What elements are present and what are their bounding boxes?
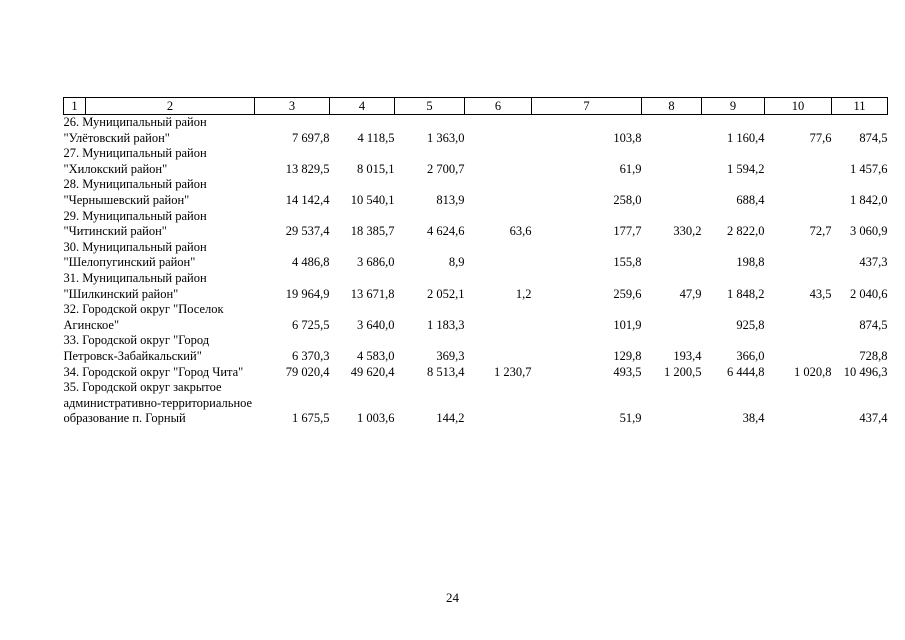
value-cell-col4: 10 540,1 bbox=[350, 192, 395, 207]
value-cell-col3: 13 829,5 bbox=[285, 161, 330, 176]
header-cell: 3 bbox=[255, 98, 330, 115]
value-cell-col6: 1 230,7 bbox=[494, 364, 532, 379]
table-row bbox=[64, 365, 888, 381]
column-number-header bbox=[64, 98, 888, 115]
value-cell-col7: 61,9 bbox=[619, 161, 642, 176]
value-cell-col4: 13 671,8 bbox=[350, 286, 395, 301]
value-cell-col5: 2 700,7 bbox=[427, 161, 465, 176]
municipality-name: 35. Городской округ закрытое административно-территориальное образование п. Горный bbox=[63, 380, 253, 426]
value-cell-col10 bbox=[765, 302, 832, 333]
value-cell-col11: 874,5 bbox=[859, 317, 888, 332]
value-cell-col11: 437,4 bbox=[859, 411, 888, 426]
value-cell-col11: 728,8 bbox=[859, 348, 888, 363]
value-cell-col8: 193,4 bbox=[673, 348, 702, 363]
value-cell-col9: 1 160,4 bbox=[727, 130, 765, 145]
value-cell-col10: 1 020,8 bbox=[794, 364, 832, 379]
value-cell-col6: 63,6 bbox=[509, 224, 532, 239]
value-cell-col4: 49 620,4 bbox=[350, 364, 395, 379]
table-row bbox=[64, 333, 888, 364]
value-cell-col10 bbox=[765, 333, 832, 364]
value-cell-col5: 8 513,4 bbox=[427, 364, 465, 379]
value-cell-col7: 51,9 bbox=[619, 411, 642, 426]
value-cell-col3: 19 964,9 bbox=[285, 286, 330, 301]
value-cell-col9: 925,8 bbox=[736, 317, 765, 332]
value-cell-col4: 3 640,0 bbox=[357, 317, 395, 332]
municipality-name: 34. Городской округ "Город Чита" bbox=[63, 364, 244, 379]
value-cell-col5: 8,9 bbox=[448, 255, 465, 270]
value-cell-col4: 4 118,5 bbox=[357, 130, 395, 145]
value-cell-col7: 177,7 bbox=[613, 224, 642, 239]
header-cell: 4 bbox=[330, 98, 395, 115]
value-cell-col6 bbox=[465, 115, 532, 147]
value-cell-col9: 1 848,2 bbox=[727, 286, 765, 301]
value-cell-col11: 874,5 bbox=[859, 130, 888, 145]
value-cell-col7: 259,6 bbox=[613, 286, 642, 301]
value-cell-col7: 103,8 bbox=[613, 130, 642, 145]
value-cell-col7: 155,8 bbox=[613, 255, 642, 270]
header-cell: 6 bbox=[465, 98, 532, 115]
municipality-name: 28. Муниципальный район "Чернышевский район" bbox=[63, 177, 207, 207]
header-cell: 10 bbox=[765, 98, 832, 115]
header-cell: 8 bbox=[642, 98, 702, 115]
value-cell-col3: 79 020,4 bbox=[285, 364, 330, 379]
municipality-name: 30. Муниципальный район "Шелопугинский район" bbox=[63, 239, 207, 270]
value-cell-col10 bbox=[765, 146, 832, 177]
value-cell-col10 bbox=[765, 177, 832, 208]
value-cell-col8 bbox=[642, 380, 702, 427]
value-cell-col9: 2 822,0 bbox=[727, 224, 765, 239]
value-cell-col8 bbox=[642, 177, 702, 208]
page-number: 24 bbox=[446, 590, 459, 605]
value-cell-col11: 10 496,3 bbox=[843, 364, 888, 379]
header-cell: 7 bbox=[532, 98, 642, 115]
table-row bbox=[64, 115, 888, 147]
value-cell-col10 bbox=[765, 380, 832, 427]
value-cell-col9: 366,0 bbox=[736, 348, 765, 363]
value-cell-col6 bbox=[465, 146, 532, 177]
header-cell: 11 bbox=[832, 98, 888, 115]
table-row bbox=[64, 177, 888, 208]
value-cell-col10 bbox=[765, 240, 832, 271]
value-cell-col5: 813,9 bbox=[436, 192, 465, 207]
value-cell-col5: 1 363,0 bbox=[427, 130, 465, 145]
header-cell: 5 bbox=[395, 98, 465, 115]
value-cell-col11: 2 040,6 bbox=[850, 286, 888, 301]
value-cell-col3: 29 537,4 bbox=[285, 224, 330, 239]
value-cell-col6 bbox=[465, 333, 532, 364]
header-cell: 1 bbox=[64, 98, 86, 115]
municipality-name: 32. Городской округ "Поселок Агинское" bbox=[63, 302, 224, 332]
value-cell-col11: 1 457,6 bbox=[850, 161, 888, 176]
municipality-name: 26. Муниципальный район "Улётовский район" bbox=[63, 115, 207, 145]
value-cell-col4: 4 583,0 bbox=[357, 348, 395, 363]
table-row bbox=[64, 146, 888, 177]
value-cell-col10: 43,5 bbox=[809, 286, 832, 301]
value-cell-col11: 437,3 bbox=[859, 255, 888, 270]
table-row bbox=[64, 240, 888, 271]
municipality-name: 33. Городской округ "Город Петровск-Забайкальский" bbox=[63, 333, 210, 363]
value-cell-col8: 330,2 bbox=[673, 224, 702, 239]
value-cell-col4: 1 003,6 bbox=[357, 411, 395, 426]
value-cell-col9: 1 594,2 bbox=[727, 161, 765, 176]
value-cell-col8: 1 200,5 bbox=[664, 364, 702, 379]
value-cell-col8 bbox=[642, 146, 702, 177]
value-cell-col9: 6 444,8 bbox=[727, 364, 765, 379]
value-cell-col8: 47,9 bbox=[679, 286, 702, 301]
value-cell-col4: 8 015,1 bbox=[357, 161, 395, 176]
value-cell-col5: 4 624,6 bbox=[427, 224, 465, 239]
value-cell-col10: 72,7 bbox=[809, 224, 832, 239]
value-cell-col3: 4 486,8 bbox=[292, 255, 330, 270]
value-cell-col6 bbox=[465, 380, 532, 427]
value-cell-col7: 129,8 bbox=[613, 348, 642, 363]
table-row bbox=[64, 380, 888, 427]
value-cell-col5: 369,3 bbox=[436, 348, 465, 363]
value-cell-col6 bbox=[465, 302, 532, 333]
value-cell-col10: 77,6 bbox=[809, 130, 832, 145]
value-cell-col8 bbox=[642, 240, 702, 271]
table-row bbox=[64, 302, 888, 333]
value-cell-col3: 6 370,3 bbox=[292, 348, 330, 363]
value-cell-col9: 688,4 bbox=[736, 192, 765, 207]
value-cell-col5: 144,2 bbox=[436, 411, 465, 426]
value-cell-col3: 1 675,5 bbox=[292, 411, 330, 426]
municipality-name: 29. Муниципальный район "Читинский район" bbox=[63, 208, 207, 239]
table-row bbox=[64, 271, 888, 302]
value-cell-col3: 7 697,8 bbox=[292, 130, 330, 145]
table-body bbox=[64, 115, 888, 427]
municipality-name: 27. Муниципальный район "Хилокский район" bbox=[63, 146, 207, 176]
value-cell-col9: 198,8 bbox=[736, 255, 765, 270]
value-cell-col11: 3 060,9 bbox=[850, 224, 888, 239]
table-row bbox=[64, 209, 888, 240]
header-cell: 2 bbox=[86, 98, 255, 115]
value-cell-col6 bbox=[465, 177, 532, 208]
value-cell-col9: 38,4 bbox=[742, 411, 765, 426]
value-cell-col5: 2 052,1 bbox=[427, 286, 465, 301]
value-cell-col8 bbox=[642, 115, 702, 147]
budget-table bbox=[63, 97, 888, 427]
value-cell-col8 bbox=[642, 302, 702, 333]
value-cell-col7: 101,9 bbox=[613, 317, 642, 332]
value-cell-col5: 1 183,3 bbox=[427, 317, 465, 332]
value-cell-col11: 1 842,0 bbox=[850, 192, 888, 207]
value-cell-col4: 18 385,7 bbox=[350, 224, 395, 239]
value-cell-col6: 1,2 bbox=[515, 286, 532, 301]
value-cell-col6 bbox=[465, 240, 532, 271]
value-cell-col7: 258,0 bbox=[613, 192, 642, 207]
value-cell-col4: 3 686,0 bbox=[357, 255, 395, 270]
value-cell-col7: 493,5 bbox=[613, 364, 642, 379]
municipality-name: 31. Муниципальный район "Шилкинский район" bbox=[63, 270, 207, 301]
value-cell-col3: 14 142,4 bbox=[285, 192, 330, 207]
header-cell: 9 bbox=[702, 98, 765, 115]
value-cell-col3: 6 725,5 bbox=[292, 317, 330, 332]
